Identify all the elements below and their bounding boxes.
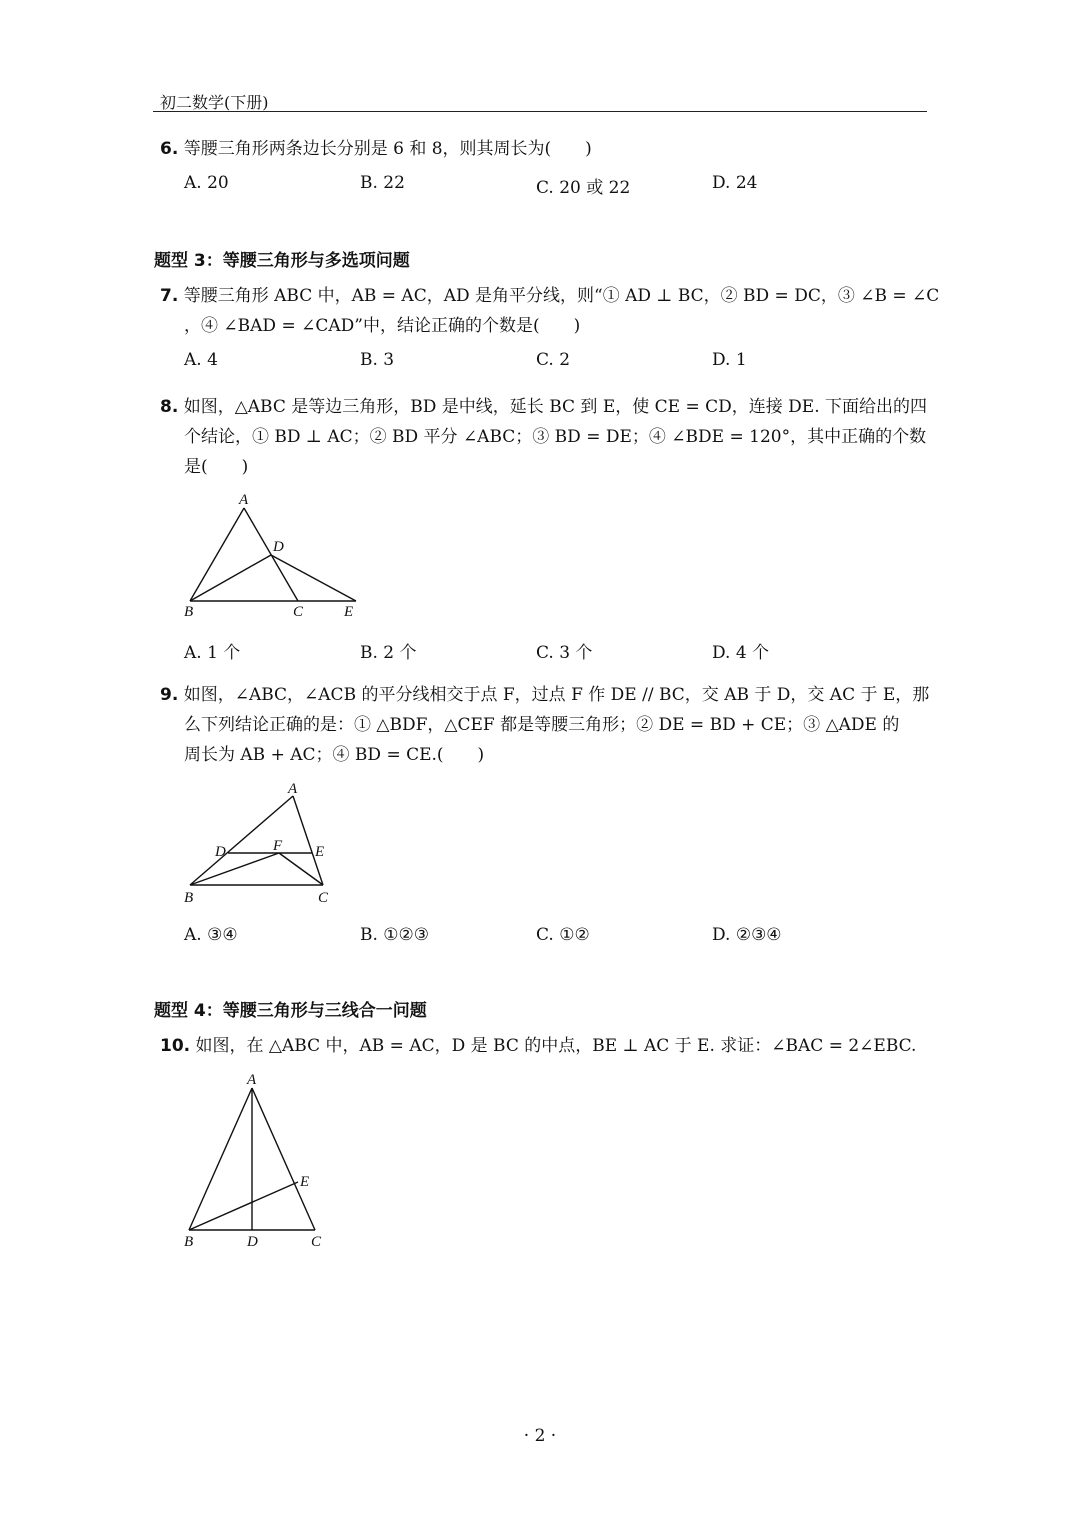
label-c: C bbox=[311, 1234, 322, 1250]
q8-figure bbox=[175, 485, 375, 625]
question-8-line2: 个结论，① BD ⊥ AC；② BD 平分 ∠ABC；③ BD = DE；④ ∠BDE = 120°，其中正确的个数 bbox=[184, 427, 927, 447]
segment-ab bbox=[189, 1088, 252, 1230]
question-6 bbox=[160, 134, 592, 164]
header-rule bbox=[153, 111, 927, 112]
segment-bd bbox=[190, 555, 271, 601]
label-e: E bbox=[344, 604, 354, 620]
label-b: B bbox=[184, 1234, 194, 1250]
label-b: B bbox=[184, 604, 194, 620]
label-d: D bbox=[215, 844, 226, 860]
q6-option-d: D. 24 bbox=[712, 173, 758, 193]
label-e: E bbox=[315, 844, 325, 860]
label-c: C bbox=[318, 890, 329, 906]
question-number: 10. bbox=[160, 1036, 191, 1056]
question-9-line2: 么下列结论正确的是：① △BDF，△CEF 都是等腰三角形；② DE = BD + CE；③ △ADE 的 bbox=[184, 715, 900, 735]
label-a: A bbox=[239, 492, 249, 508]
segment-bf bbox=[190, 853, 279, 885]
q9-figure bbox=[175, 775, 345, 910]
question-9 bbox=[160, 680, 929, 710]
section-3-title: 题型 3：等腰三角形与多选项问题 bbox=[154, 251, 410, 271]
question-number: 7. bbox=[160, 286, 179, 306]
segment-ac bbox=[293, 796, 323, 885]
question-text: 等腰三角形两条边长分别是 6 和 8，则其周长为( ) bbox=[183, 139, 592, 159]
label-d: D bbox=[247, 1234, 258, 1250]
question-text-line1: 等腰三角形 ABC 中，AB = AC，AD 是角平分线，则“① AD ⊥ BC，② BD = DC，③ ∠B = ∠C bbox=[183, 286, 940, 306]
q9-option-d: D. ②③④ bbox=[712, 925, 782, 945]
page-number: · 2 · bbox=[523, 1426, 557, 1446]
label-a: A bbox=[288, 781, 298, 797]
q6-option-a: A. 20 bbox=[184, 173, 229, 193]
q10-figure bbox=[175, 1065, 345, 1255]
question-number: 8. bbox=[160, 397, 179, 417]
q8-option-c: C. 3 个 bbox=[536, 643, 593, 663]
question-number: 6. bbox=[160, 139, 179, 159]
question-text: 如图，在 △ABC 中，AB = AC，D 是 BC 的中点，BE ⊥ AC 于 E. 求证：∠BAC = 2∠EBC. bbox=[195, 1036, 917, 1056]
running-header: 初二数学(下册) bbox=[160, 93, 269, 112]
segment-ac bbox=[244, 508, 298, 601]
q6-option-c: C. 20 或 22 bbox=[536, 178, 631, 198]
q6-option-b: B. 22 bbox=[360, 173, 405, 193]
q7-option-d: D. 1 bbox=[712, 350, 747, 370]
q9-option-c: C. ①② bbox=[536, 925, 590, 945]
segment-ac bbox=[252, 1088, 315, 1230]
segment-ab bbox=[190, 508, 244, 601]
question-text-line1: 如图，△ABC 是等边三角形，BD 是中线，延长 BC 到 E，使 CE = CD，连接 DE. 下面给出的四 bbox=[183, 397, 927, 417]
segment-de bbox=[271, 555, 356, 601]
q7-option-c: C. 2 bbox=[536, 350, 571, 370]
label-c: C bbox=[293, 604, 304, 620]
question-number: 9. bbox=[160, 685, 179, 705]
q7-option-b: B. 3 bbox=[360, 350, 395, 370]
label-a: A bbox=[247, 1072, 257, 1088]
segment-be bbox=[189, 1182, 298, 1230]
question-7 bbox=[160, 281, 939, 311]
question-9-line3: 周长为 AB + AC；④ BD = CE.( ) bbox=[184, 745, 485, 765]
question-text-line1: 如图，∠ABC，∠ACB 的平分线相交于点 F，过点 F 作 DE // BC，交 AB 于 D，交 AC 于 E，那 bbox=[183, 685, 930, 705]
question-10 bbox=[160, 1031, 916, 1061]
q8-option-d: D. 4 个 bbox=[712, 643, 770, 663]
question-7-line2: ，④ ∠BAD = ∠CAD”中，结论正确的个数是( ) bbox=[184, 316, 581, 336]
label-f: F bbox=[273, 838, 283, 854]
q8-option-b: B. 2 个 bbox=[360, 643, 417, 663]
q9-option-b: B. ①②③ bbox=[360, 925, 430, 945]
question-8 bbox=[160, 392, 927, 422]
label-b: B bbox=[184, 890, 194, 906]
q8-option-a: A. 1 个 bbox=[184, 643, 241, 663]
question-8-line3: 是( ) bbox=[184, 457, 249, 477]
label-d: D bbox=[273, 539, 284, 555]
label-e: E bbox=[300, 1174, 310, 1190]
q9-option-a: A. ③④ bbox=[184, 925, 238, 945]
section-4-title: 题型 4：等腰三角形与三线合一问题 bbox=[154, 1001, 427, 1021]
q7-option-a: A. 4 bbox=[184, 350, 218, 370]
